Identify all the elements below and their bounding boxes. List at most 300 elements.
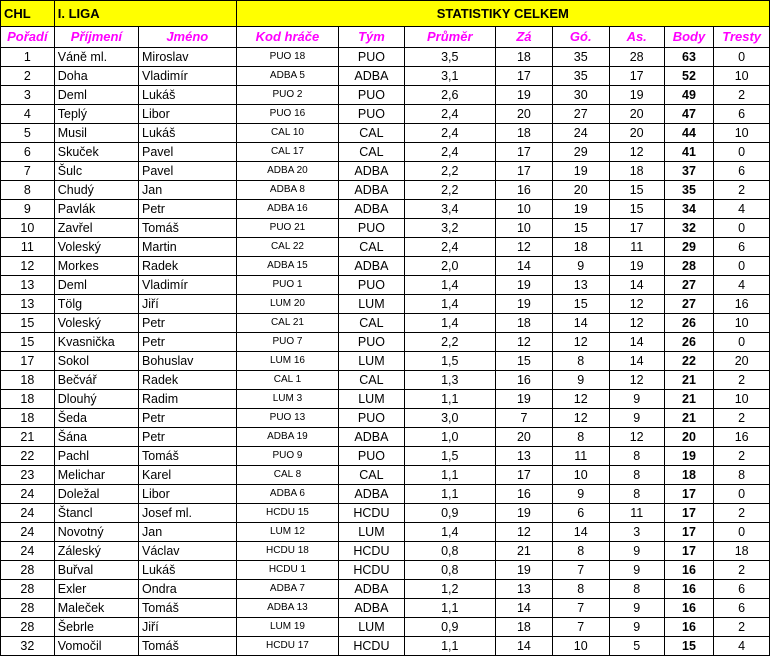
cell-points[interactable]: 41 [664,143,714,162]
cell-average[interactable]: 3,5 [404,48,496,67]
cell-surname[interactable]: Kvasnička [54,333,138,352]
cell-goals[interactable]: 14 [552,314,609,333]
cell-points[interactable]: 16 [664,561,714,580]
cell-points[interactable]: 27 [664,276,714,295]
cell-rank[interactable]: 18 [1,409,55,428]
cell-matches[interactable]: 13 [496,580,553,599]
cell-goals[interactable]: 30 [552,86,609,105]
cell-rank[interactable]: 5 [1,124,55,143]
cell-goals[interactable]: 10 [552,637,609,656]
cell-team[interactable]: ADBA [339,580,404,599]
cell-goals[interactable]: 15 [552,295,609,314]
cell-first-name[interactable]: Radek [139,257,237,276]
cell-rank[interactable]: 9 [1,200,55,219]
header-surname[interactable]: Příjmení [54,27,138,48]
cell-rank[interactable]: 28 [1,580,55,599]
cell-rank[interactable]: 28 [1,599,55,618]
cell-surname[interactable]: Chudý [54,181,138,200]
cell-points[interactable]: 35 [664,181,714,200]
cell-first-name[interactable]: Josef ml. [139,504,237,523]
cell-average[interactable]: 3,1 [404,67,496,86]
cell-first-name[interactable]: Petr [139,333,237,352]
cell-points[interactable]: 21 [664,371,714,390]
cell-surname[interactable]: Šulc [54,162,138,181]
cell-average[interactable]: 2,4 [404,105,496,124]
cell-surname[interactable]: Pavlák [54,200,138,219]
cell-player-code[interactable]: CAL 8 [236,466,339,485]
cell-average[interactable]: 1,3 [404,371,496,390]
cell-surname[interactable]: Musil [54,124,138,143]
cell-first-name[interactable]: Radim [139,390,237,409]
cell-player-code[interactable]: CAL 1 [236,371,339,390]
cell-penalties[interactable]: 6 [714,105,770,124]
cell-team[interactable]: CAL [339,314,404,333]
cell-goals[interactable]: 7 [552,561,609,580]
cell-points[interactable]: 44 [664,124,714,143]
cell-player-code[interactable]: PUO 21 [236,219,339,238]
cell-assists[interactable]: 14 [609,276,664,295]
cell-player-code[interactable]: PUO 18 [236,48,339,67]
cell-rank[interactable]: 3 [1,86,55,105]
cell-rank[interactable]: 17 [1,352,55,371]
cell-player-code[interactable]: LUM 19 [236,618,339,637]
cell-average[interactable]: 1,4 [404,276,496,295]
cell-average[interactable]: 2,0 [404,257,496,276]
cell-surname[interactable]: Deml [54,86,138,105]
cell-player-code[interactable]: ADBA 15 [236,257,339,276]
cell-first-name[interactable]: Vladimír [139,276,237,295]
cell-assists[interactable]: 19 [609,86,664,105]
cell-average[interactable]: 1,1 [404,390,496,409]
cell-points[interactable]: 52 [664,67,714,86]
cell-player-code[interactable]: ADBA 20 [236,162,339,181]
cell-points[interactable]: 63 [664,48,714,67]
cell-assists[interactable]: 11 [609,238,664,257]
cell-points[interactable]: 21 [664,390,714,409]
cell-player-code[interactable]: CAL 21 [236,314,339,333]
cell-assists[interactable]: 15 [609,181,664,200]
cell-rank[interactable]: 7 [1,162,55,181]
cell-points[interactable]: 20 [664,428,714,447]
cell-team[interactable]: LUM [339,295,404,314]
cell-team[interactable]: LUM [339,523,404,542]
cell-assists[interactable]: 12 [609,314,664,333]
cell-team[interactable]: ADBA [339,67,404,86]
cell-surname[interactable]: Vomočil [54,637,138,656]
header-first-name[interactable]: Jméno [139,27,237,48]
cell-player-code[interactable]: LUM 16 [236,352,339,371]
cell-goals[interactable]: 9 [552,485,609,504]
cell-team[interactable]: CAL [339,371,404,390]
cell-matches[interactable]: 12 [496,523,553,542]
cell-rank[interactable]: 18 [1,371,55,390]
cell-goals[interactable]: 18 [552,238,609,257]
cell-first-name[interactable]: Jan [139,181,237,200]
cell-points[interactable]: 49 [664,86,714,105]
cell-goals[interactable]: 35 [552,67,609,86]
cell-team[interactable]: LUM [339,618,404,637]
cell-team[interactable]: PUO [339,333,404,352]
cell-player-code[interactable]: CAL 17 [236,143,339,162]
header-points[interactable]: Body [664,27,714,48]
cell-goals[interactable]: 6 [552,504,609,523]
cell-penalties[interactable]: 2 [714,409,770,428]
cell-goals[interactable]: 13 [552,276,609,295]
header-team[interactable]: Tým [339,27,404,48]
cell-team[interactable]: PUO [339,409,404,428]
cell-player-code[interactable]: ADBA 6 [236,485,339,504]
cell-surname[interactable]: Buřval [54,561,138,580]
cell-rank[interactable]: 22 [1,447,55,466]
header-rank[interactable]: Pořadí [1,27,55,48]
cell-points[interactable]: 19 [664,447,714,466]
cell-assists[interactable]: 8 [609,447,664,466]
cell-matches[interactable]: 17 [496,162,553,181]
cell-assists[interactable]: 14 [609,333,664,352]
cell-player-code[interactable]: LUM 20 [236,295,339,314]
cell-matches[interactable]: 14 [496,637,553,656]
cell-team[interactable]: PUO [339,219,404,238]
cell-player-code[interactable]: CAL 10 [236,124,339,143]
cell-player-code[interactable]: PUO 7 [236,333,339,352]
cell-average[interactable]: 0,8 [404,561,496,580]
category-cell[interactable]: CHL [1,1,55,27]
cell-penalties[interactable]: 2 [714,618,770,637]
cell-penalties[interactable]: 10 [714,314,770,333]
cell-assists[interactable]: 8 [609,466,664,485]
cell-first-name[interactable]: Jiří [139,295,237,314]
cell-team[interactable]: HCDU [339,504,404,523]
cell-penalties[interactable]: 0 [714,257,770,276]
cell-first-name[interactable]: Tomáš [139,219,237,238]
cell-goals[interactable]: 8 [552,428,609,447]
cell-average[interactable]: 1,4 [404,314,496,333]
cell-average[interactable]: 1,1 [404,599,496,618]
cell-penalties[interactable]: 0 [714,333,770,352]
header-assists[interactable]: As. [609,27,664,48]
cell-penalties[interactable]: 2 [714,181,770,200]
header-penalties[interactable]: Tresty [714,27,770,48]
cell-team[interactable]: CAL [339,124,404,143]
cell-points[interactable]: 16 [664,618,714,637]
cell-penalties[interactable]: 0 [714,485,770,504]
cell-rank[interactable]: 4 [1,105,55,124]
cell-penalties[interactable]: 0 [714,48,770,67]
cell-player-code[interactable]: PUO 16 [236,105,339,124]
cell-rank[interactable]: 13 [1,276,55,295]
cell-rank[interactable]: 8 [1,181,55,200]
cell-rank[interactable]: 23 [1,466,55,485]
cell-average[interactable]: 2,6 [404,86,496,105]
cell-surname[interactable]: Doležal [54,485,138,504]
cell-assists[interactable]: 3 [609,523,664,542]
cell-player-code[interactable]: PUO 9 [236,447,339,466]
cell-team[interactable]: PUO [339,105,404,124]
cell-penalties[interactable]: 6 [714,238,770,257]
cell-penalties[interactable]: 0 [714,143,770,162]
cell-team[interactable]: PUO [339,86,404,105]
cell-first-name[interactable]: Petr [139,409,237,428]
cell-surname[interactable]: Morkes [54,257,138,276]
cell-matches[interactable]: 18 [496,48,553,67]
cell-rank[interactable]: 24 [1,542,55,561]
cell-average[interactable]: 0,9 [404,618,496,637]
cell-penalties[interactable]: 20 [714,352,770,371]
cell-assists[interactable]: 8 [609,580,664,599]
cell-team[interactable]: CAL [339,466,404,485]
cell-surname[interactable]: Novotný [54,523,138,542]
cell-assists[interactable]: 28 [609,48,664,67]
cell-player-code[interactable]: HCDU 18 [236,542,339,561]
cell-player-code[interactable]: ADBA 5 [236,67,339,86]
cell-average[interactable]: 3,4 [404,200,496,219]
cell-surname[interactable]: Pachl [54,447,138,466]
cell-assists[interactable]: 9 [609,599,664,618]
cell-surname[interactable]: Doha [54,67,138,86]
cell-matches[interactable]: 15 [496,352,553,371]
cell-player-code[interactable]: HCDU 1 [236,561,339,580]
cell-team[interactable]: ADBA [339,485,404,504]
cell-average[interactable]: 2,2 [404,181,496,200]
cell-average[interactable]: 1,5 [404,352,496,371]
cell-goals[interactable]: 24 [552,124,609,143]
cell-player-code[interactable]: PUO 2 [236,86,339,105]
cell-first-name[interactable]: Ondra [139,580,237,599]
cell-points[interactable]: 16 [664,580,714,599]
cell-assists[interactable]: 8 [609,485,664,504]
cell-matches[interactable]: 18 [496,618,553,637]
cell-goals[interactable]: 12 [552,390,609,409]
cell-average[interactable]: 0,9 [404,504,496,523]
header-player-code[interactable]: Kod hráče [236,27,339,48]
cell-matches[interactable]: 16 [496,181,553,200]
cell-matches[interactable]: 12 [496,333,553,352]
cell-first-name[interactable]: Pavel [139,143,237,162]
cell-goals[interactable]: 8 [552,542,609,561]
cell-points[interactable]: 29 [664,238,714,257]
cell-assists[interactable]: 12 [609,143,664,162]
cell-assists[interactable]: 20 [609,124,664,143]
cell-player-code[interactable]: ADBA 19 [236,428,339,447]
cell-goals[interactable]: 19 [552,200,609,219]
cell-goals[interactable]: 9 [552,257,609,276]
cell-surname[interactable]: Váně ml. [54,48,138,67]
cell-surname[interactable]: Záleský [54,542,138,561]
cell-average[interactable]: 3,2 [404,219,496,238]
cell-average[interactable]: 2,4 [404,238,496,257]
cell-matches[interactable]: 19 [496,561,553,580]
cell-assists[interactable]: 9 [609,390,664,409]
cell-player-code[interactable]: HCDU 17 [236,637,339,656]
cell-points[interactable]: 26 [664,314,714,333]
cell-assists[interactable]: 9 [609,561,664,580]
cell-rank[interactable]: 18 [1,390,55,409]
cell-surname[interactable]: Voleský [54,238,138,257]
cell-assists[interactable]: 14 [609,352,664,371]
cell-penalties[interactable]: 2 [714,371,770,390]
cell-matches[interactable]: 20 [496,428,553,447]
cell-player-code[interactable]: PUO 13 [236,409,339,428]
cell-average[interactable]: 1,5 [404,447,496,466]
cell-matches[interactable]: 18 [496,314,553,333]
cell-surname[interactable]: Šebrle [54,618,138,637]
cell-first-name[interactable]: Miroslav [139,48,237,67]
cell-matches[interactable]: 13 [496,447,553,466]
cell-assists[interactable]: 9 [609,409,664,428]
cell-rank[interactable]: 32 [1,637,55,656]
cell-surname[interactable]: Šána [54,428,138,447]
cell-penalties[interactable]: 6 [714,599,770,618]
cell-average[interactable]: 3,0 [404,409,496,428]
cell-first-name[interactable]: Bohuslav [139,352,237,371]
cell-team[interactable]: ADBA [339,200,404,219]
cell-penalties[interactable]: 16 [714,295,770,314]
cell-penalties[interactable]: 6 [714,162,770,181]
cell-first-name[interactable]: Jan [139,523,237,542]
cell-player-code[interactable]: HCDU 15 [236,504,339,523]
cell-matches[interactable]: 18 [496,124,553,143]
cell-first-name[interactable]: Václav [139,542,237,561]
cell-rank[interactable]: 21 [1,428,55,447]
cell-average[interactable]: 2,2 [404,333,496,352]
cell-points[interactable]: 17 [664,485,714,504]
cell-points[interactable]: 26 [664,333,714,352]
cell-assists[interactable]: 17 [609,67,664,86]
cell-assists[interactable]: 5 [609,637,664,656]
cell-goals[interactable]: 12 [552,333,609,352]
cell-rank[interactable]: 1 [1,48,55,67]
cell-goals[interactable]: 10 [552,466,609,485]
cell-first-name[interactable]: Libor [139,485,237,504]
cell-points[interactable]: 28 [664,257,714,276]
cell-goals[interactable]: 35 [552,48,609,67]
cell-rank[interactable]: 28 [1,618,55,637]
cell-player-code[interactable]: ADBA 13 [236,599,339,618]
cell-points[interactable]: 17 [664,542,714,561]
cell-matches[interactable]: 19 [496,276,553,295]
cell-points[interactable]: 27 [664,295,714,314]
cell-assists[interactable]: 12 [609,428,664,447]
cell-points[interactable]: 15 [664,637,714,656]
cell-rank[interactable]: 12 [1,257,55,276]
cell-first-name[interactable]: Lukáš [139,86,237,105]
cell-assists[interactable]: 12 [609,371,664,390]
cell-first-name[interactable]: Radek [139,371,237,390]
cell-rank[interactable]: 2 [1,67,55,86]
cell-penalties[interactable]: 10 [714,390,770,409]
cell-surname[interactable]: Šeda [54,409,138,428]
cell-surname[interactable]: Tölg [54,295,138,314]
cell-average[interactable]: 2,4 [404,124,496,143]
cell-surname[interactable]: Skuček [54,143,138,162]
cell-penalties[interactable]: 0 [714,523,770,542]
cell-first-name[interactable]: Libor [139,105,237,124]
cell-team[interactable]: PUO [339,48,404,67]
cell-points[interactable]: 16 [664,599,714,618]
cell-matches[interactable]: 7 [496,409,553,428]
cell-average[interactable]: 2,4 [404,143,496,162]
cell-assists[interactable]: 19 [609,257,664,276]
cell-surname[interactable]: Bečvář [54,371,138,390]
cell-penalties[interactable]: 6 [714,580,770,599]
cell-average[interactable]: 1,4 [404,295,496,314]
cell-assists[interactable]: 18 [609,162,664,181]
cell-average[interactable]: 2,2 [404,162,496,181]
cell-matches[interactable]: 14 [496,599,553,618]
cell-surname[interactable]: Maleček [54,599,138,618]
cell-rank[interactable]: 28 [1,561,55,580]
cell-first-name[interactable]: Tomáš [139,599,237,618]
league-cell[interactable]: I. LIGA [54,1,236,27]
cell-matches[interactable]: 10 [496,219,553,238]
cell-first-name[interactable]: Lukáš [139,124,237,143]
cell-matches[interactable]: 19 [496,86,553,105]
cell-matches[interactable]: 10 [496,200,553,219]
cell-goals[interactable]: 19 [552,162,609,181]
cell-penalties[interactable]: 16 [714,428,770,447]
cell-penalties[interactable]: 2 [714,447,770,466]
cell-goals[interactable]: 11 [552,447,609,466]
cell-surname[interactable]: Dlouhý [54,390,138,409]
cell-rank[interactable]: 13 [1,295,55,314]
cell-points[interactable]: 21 [664,409,714,428]
cell-assists[interactable]: 9 [609,618,664,637]
cell-goals[interactable]: 27 [552,105,609,124]
cell-goals[interactable]: 8 [552,352,609,371]
cell-goals[interactable]: 8 [552,580,609,599]
cell-penalties[interactable]: 18 [714,542,770,561]
cell-rank[interactable]: 24 [1,504,55,523]
cell-team[interactable]: ADBA [339,599,404,618]
cell-rank[interactable]: 24 [1,523,55,542]
cell-team[interactable]: LUM [339,390,404,409]
cell-surname[interactable]: Voleský [54,314,138,333]
cell-penalties[interactable]: 4 [714,200,770,219]
cell-player-code[interactable]: LUM 3 [236,390,339,409]
header-goals[interactable]: Gó. [552,27,609,48]
cell-team[interactable]: ADBA [339,181,404,200]
cell-team[interactable]: LUM [339,352,404,371]
cell-team[interactable]: ADBA [339,428,404,447]
cell-points[interactable]: 37 [664,162,714,181]
cell-surname[interactable]: Exler [54,580,138,599]
cell-team[interactable]: PUO [339,276,404,295]
cell-average[interactable]: 1,2 [404,580,496,599]
cell-matches[interactable]: 17 [496,466,553,485]
cell-assists[interactable]: 20 [609,105,664,124]
cell-average[interactable]: 1,1 [404,637,496,656]
cell-penalties[interactable]: 10 [714,67,770,86]
cell-goals[interactable]: 15 [552,219,609,238]
header-matches[interactable]: Zá [496,27,553,48]
cell-rank[interactable]: 15 [1,314,55,333]
cell-matches[interactable]: 17 [496,67,553,86]
cell-penalties[interactable]: 10 [714,124,770,143]
cell-first-name[interactable]: Jiří [139,618,237,637]
cell-points[interactable]: 34 [664,200,714,219]
cell-first-name[interactable]: Petr [139,428,237,447]
cell-first-name[interactable]: Vladimír [139,67,237,86]
cell-team[interactable]: ADBA [339,257,404,276]
cell-first-name[interactable]: Martin [139,238,237,257]
cell-rank[interactable]: 11 [1,238,55,257]
cell-player-code[interactable]: PUO 1 [236,276,339,295]
cell-goals[interactable]: 14 [552,523,609,542]
cell-player-code[interactable]: ADBA 16 [236,200,339,219]
cell-surname[interactable]: Štancl [54,504,138,523]
cell-matches[interactable]: 12 [496,238,553,257]
cell-team[interactable]: ADBA [339,162,404,181]
